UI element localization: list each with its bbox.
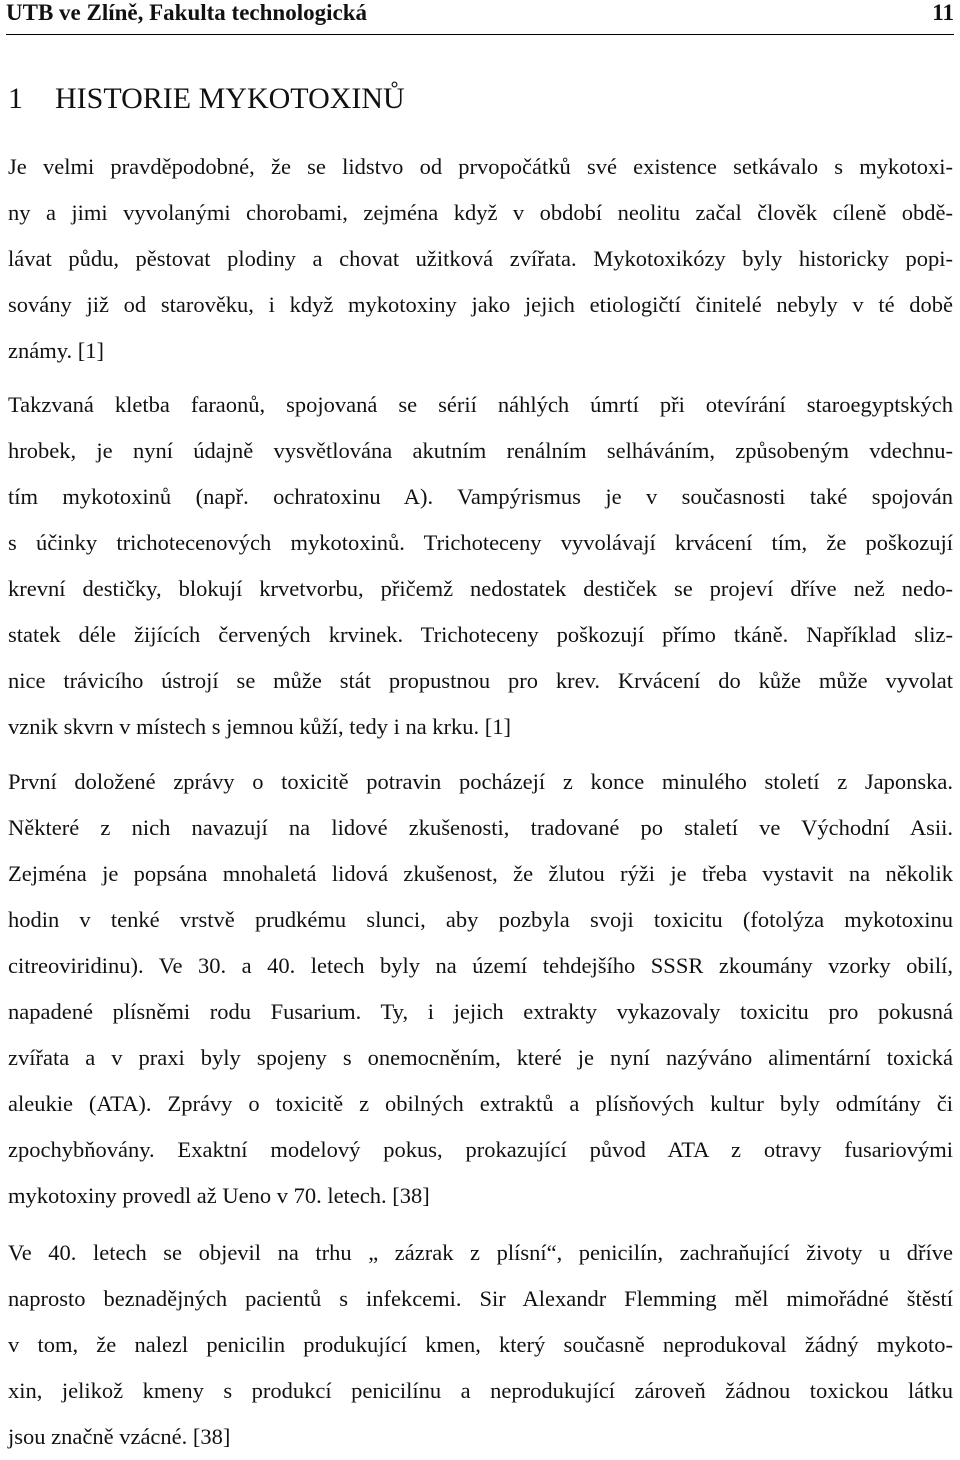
text-line: sovány již od starověku, i když mykotoxiny jako jejich etiologičtí činitelé nebyly v té době <box>8 292 953 317</box>
text-line: Zejména je popsána mnohaletá lidová zkušenost, že žlutou rýži je třeba vystavit na několik <box>8 861 953 886</box>
page-number: 11 <box>932 0 954 25</box>
paragraph-intro <box>8 144 953 374</box>
text-line: jsou značně vzácné. [38] <box>8 1424 231 1449</box>
text-line: nice trávicího ústrojí se může stát propustnou pro krev. Krvácení do kůže může vyvolat <box>8 668 953 693</box>
text-line: tím mykotoxinů (např. ochratoxinu A). Vampýrismus je v současnosti také spojován <box>8 484 953 509</box>
text-line: Je velmi pravděpodobné, že se lidstvo od prvopočátků své existence setkávalo s mykotoxi- <box>8 154 953 179</box>
header-institution: UTB ve Zlíně, Fakulta technologická <box>6 0 367 25</box>
text-line: statek déle žijících červených krvinek. Trichoteceny poškozují přímo tkáně. Například sliz- <box>8 622 953 647</box>
text-line: lávat půdu, pěstovat plodiny a chovat užitková zvířata. Mykotoxikózy byly historicky popi- <box>8 246 953 271</box>
text-line: mykotoxiny provedl až Ueno v 70. letech. [38] <box>8 1183 430 1208</box>
text-line: v tom, že nalezl penicilin produkující kmen, který současně neprodukoval žádný mykoto- <box>8 1332 953 1357</box>
text-line: zvířata a v praxi byly spojeny s onemocněním, které je nyní nazýváno alimentární toxická <box>8 1045 953 1070</box>
paragraph-first-reports <box>8 759 953 1219</box>
text-line: Takzvaná kletba faraonů, spojovaná se sérií náhlých úmrtí při otevírání staroegyptských <box>8 392 953 417</box>
text-line: aleukie (ATA). Zprávy o toxicitě z obilných extraktů a plísňových kultur byly odmítány či <box>8 1091 953 1116</box>
text-line: Některé z nich navazují na lidové zkušenosti, tradované po staletí ve Východní Asii. <box>8 815 953 840</box>
text-line: napadené plísněmi rodu Fusarium. Ty, i jejich extrakty vykazovaly toxicitu pro pokusná <box>8 999 953 1024</box>
paragraph-pharaoh-curse <box>8 382 953 750</box>
text-line: Ve 40. letech se objevil na trhu „ zázrak z plísní“, penicilín, zachraňující životy u dříve <box>8 1240 953 1265</box>
text-line: známy. [1] <box>8 338 104 363</box>
running-header <box>6 0 954 35</box>
text-line: xin, jelikož kmeny s produkcí penicilínu a neprodukující zároveň žádnou toxickou látku <box>8 1378 953 1403</box>
text-line: hodin v tenké vrstvě prudkému slunci, aby pozbyla svoji toxicitu (fotolýza mykotoxinu <box>8 907 953 932</box>
text-line: s účinky trichotecenových mykotoxinů. Trichoteceny vyvolávají krvácení tím, že poškozují <box>8 530 953 555</box>
text-line: hrobek, je nyní údajně vysvětlována akutním renálním selháváním, způsobeným vdechnu- <box>8 438 953 463</box>
text-line: vznik skvrn v místech s jemnou kůží, tedy i na krku. [1] <box>8 714 512 739</box>
text-line: ny a jimi vyvolanými chorobami, zejména když v období neolitu začal člověk cíleně obdě- <box>8 200 953 225</box>
chapter-title: HISTORIE MYKOTOXINŮ <box>55 82 405 115</box>
chapter-heading <box>8 82 405 116</box>
paragraph-penicillin <box>8 1230 953 1460</box>
text-line: naprosto beznadějných pacientů s infekcemi. Sir Alexandr Flemming měl mimořádné štěstí <box>8 1286 953 1311</box>
text-line: citreoviridinu). Ve 30. a 40. letech byly na území tehdejšího SSSR zkoumány vzorky obilí, <box>8 953 953 978</box>
text-line: První doložené zprávy o toxicitě potravin pocházejí z konce minulého století z Japonska. <box>8 769 953 794</box>
text-line: krevní destičky, blokují krvetvorbu, přičemž nedostatek destiček se projeví dříve než nedo- <box>8 576 953 601</box>
chapter-number: 1 <box>8 82 23 115</box>
text-line: zpochybňovány. Exaktní modelový pokus, prokazující původ ATA z otravy fusariovými <box>8 1137 953 1162</box>
